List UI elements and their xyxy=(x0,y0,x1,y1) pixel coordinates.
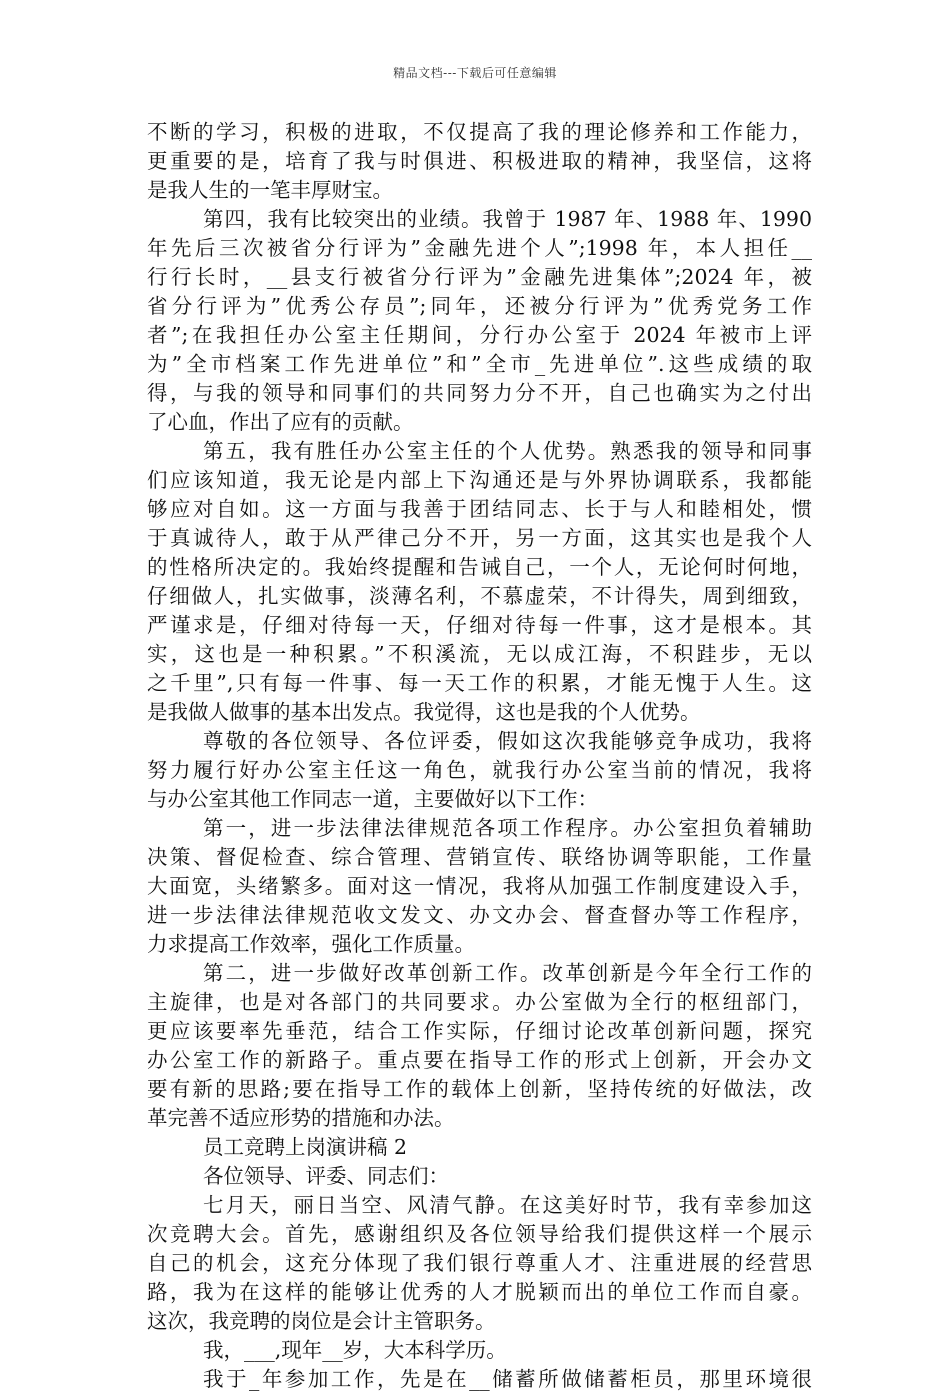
text-line: 者”;在我担任办公室主任期间，分行办公室于 2024 年被市上评 xyxy=(147,323,812,347)
text-line: 次竞聘大会。首先，感谢组织及各位领导给我们提供这样一个展示 xyxy=(147,1222,812,1246)
text-line: 尊敬的各位领导、各位评委，假如这次我能够竞争成功，我将 xyxy=(203,729,812,753)
text-line: 第一，进一步法律法律规范各项工作程序。办公室担负着辅助 xyxy=(203,816,812,840)
text-line: 严谨求是，仔细对待每一天，仔细对待每一件事，这才是根本。其 xyxy=(147,613,812,637)
text-line: 进一步法律法律规范收文发文、办文办会、督查督办等工作程序， xyxy=(147,903,812,927)
text-line: 不断的学习，积极的进取，不仅提高了我的理论修养和工作能力， xyxy=(147,120,812,144)
text-line: 我于_年参加工作，先是在__储蓄所做储蓄柜员，那里环境很 xyxy=(203,1367,812,1391)
text-line: 们应该知道，我无论是内部上下沟通还是与外界协调联系，我都能 xyxy=(147,468,812,492)
text-line: 自己的机会，这充分体现了我们银行尊重人才、注重进展的经营思 xyxy=(147,1251,812,1275)
text-line: 第五，我有胜任办公室主任的个人优势。熟悉我的领导和同事 xyxy=(203,439,812,463)
text-line: 更应该要率先垂范，结合工作实际，仔细讨论改革创新问题，探究 xyxy=(147,1019,812,1043)
text-line: 是我做人做事的基本出发点。我觉得，这也是我的个人优势。 xyxy=(147,700,701,724)
text-line: 更重要的是，培育了我与时俱进、积极进取的精神，我坚信，这将 xyxy=(147,149,812,173)
document-body xyxy=(147,118,812,1394)
text-line: 这次，我竞聘的岗位是会计主管职务。 xyxy=(147,1309,496,1333)
text-line: 实，这也是一种积累。”不积溪流，无以成江海，不积跬步，无以 xyxy=(147,642,812,666)
text-line: 行行长时，__县支行被省分行评为”金融先进集体”;2024 年，被 xyxy=(147,265,812,289)
text-line: 各位领导、评委、同志们： xyxy=(203,1164,449,1188)
text-line: 仔细做人，扎实做事，淡薄名利，不慕虚荣，不计得失，周到细致， xyxy=(147,584,812,608)
text-line: 我，___,现年__岁，大本科学历。 xyxy=(203,1338,507,1362)
text-line: 办公室工作的新路子。重点要在指导工作的形式上创新，开会办文 xyxy=(147,1048,812,1072)
text-line: 了心血，作出了应有的贡献。 xyxy=(147,410,414,434)
text-line: 要有新的思路;要在指导工作的载体上创新，坚持传统的好做法，改 xyxy=(147,1077,812,1101)
text-line: 员工竞聘上岗演讲稿 2 xyxy=(203,1135,408,1159)
text-line: 路，我为在这样的能够让优秀的人才脱颖而出的单位工作而自豪。 xyxy=(147,1280,812,1304)
text-line: 为”全市档案工作先进单位”和”全市_先进单位”.这些成绩的取 xyxy=(147,352,812,376)
text-line: 力求提高工作效率，强化工作质量。 xyxy=(147,932,475,956)
text-line: 决策、督促检查、综合管理、营销宣传、联络协调等职能，工作量 xyxy=(147,845,812,869)
text-line: 七月天，丽日当空、风清气静。在这美好时节，我有幸参加这 xyxy=(203,1193,812,1217)
text-line: 省分行评为”优秀公存员”;同年，还被分行评为”优秀党务工作 xyxy=(147,294,812,318)
text-line: 努力履行好办公室主任这一角色，就我行办公室当前的情况，我将 xyxy=(147,758,812,782)
text-line: 革完善不适应形势的措施和办法。 xyxy=(147,1106,455,1130)
text-line: 之千里”,只有每一件事、每一天工作的积累，才能无愧于人生。这 xyxy=(147,671,812,695)
text-line: 的性格所决定的。我始终提醒和告诫自己，一个人，无论何时何地， xyxy=(147,555,812,579)
text-line: 得，与我的领导和同事们的共同努力分不开，自己也确实为之付出 xyxy=(147,381,812,405)
text-line: 第二，进一步做好改革创新工作。改革创新是今年全行工作的 xyxy=(203,961,812,985)
text-line: 是我人生的一笔丰厚财宝。 xyxy=(147,178,393,202)
text-line: 主旋律，也是对各部门的共同要求。办公室做为全行的枢纽部门， xyxy=(147,990,812,1014)
text-line: 大面宽，头绪繁多。面对这一情况，我将从加强工作制度建设入手， xyxy=(147,874,812,898)
text-line: 与办公室其他工作同志一道，主要做好以下工作： xyxy=(147,787,598,811)
page-header: 精品文档---下载后可任意编辑 xyxy=(393,66,557,80)
text-line: 于真诚待人，敢于从严律己分不开，另一方面，这其实也是我个人 xyxy=(147,526,812,550)
text-line: 年先后三次被省分行评为”金融先进个人”;1998 年，本人担任__ xyxy=(147,236,812,260)
text-line: 第四，我有比较突出的业绩。我曾于 1987 年、1988 年、1990 xyxy=(203,207,812,231)
text-line: 够应对自如。这一方面与我善于团结同志、长于与人和睦相处，惯 xyxy=(147,497,812,521)
